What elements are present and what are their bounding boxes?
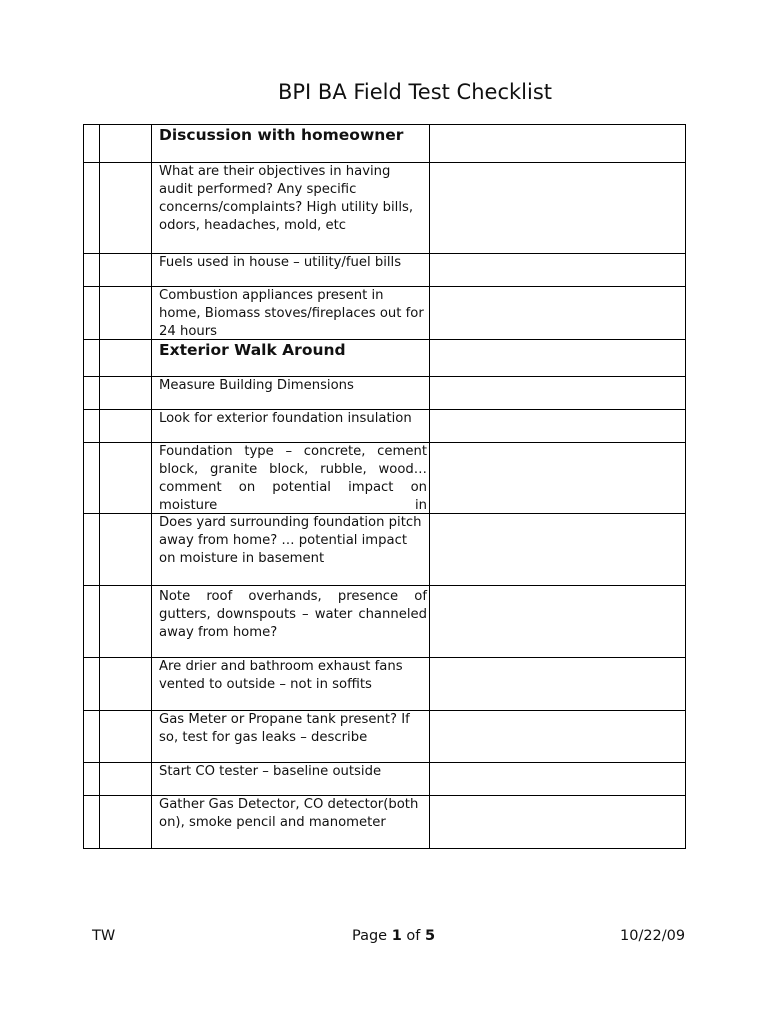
response-cell[interactable] [430,443,686,514]
notes-cell[interactable] [100,254,152,287]
checklist-item-text: Note roof overhands, presence of gutters, downspouts – water channeled away from home? [159,589,427,640]
check-cell[interactable] [84,377,100,410]
response-cell[interactable] [430,410,686,443]
checklist-item-text: Are drier and bathroom exhaust fans vented to outside – not in soffits [159,659,403,692]
notes-cell[interactable] [100,586,152,658]
table-row [84,443,686,514]
response-cell[interactable] [430,711,686,763]
check-cell[interactable] [84,287,100,340]
checklist-item-text: Gather Gas Detector, CO detector(both on), smoke pencil and manometer [159,797,419,830]
check-cell[interactable] [84,163,100,254]
check-cell[interactable] [84,711,100,763]
table-row [84,287,686,340]
page-current: 1 [391,928,402,944]
notes-cell[interactable] [100,763,152,796]
notes-cell[interactable] [100,125,152,163]
footer-author: TW [92,928,116,944]
response-cell[interactable] [430,796,686,849]
table-row [84,658,686,711]
table-row [84,711,686,763]
response-cell[interactable] [430,163,686,254]
table-row [84,377,686,410]
check-cell[interactable] [84,340,100,377]
check-cell[interactable] [84,254,100,287]
notes-cell[interactable] [100,796,152,849]
table-row [84,163,686,254]
response-cell[interactable] [430,377,686,410]
table-row [84,410,686,443]
response-cell[interactable] [430,658,686,711]
notes-cell[interactable] [100,377,152,410]
notes-cell[interactable] [100,711,152,763]
response-cell[interactable] [430,763,686,796]
notes-cell[interactable] [100,410,152,443]
check-cell[interactable] [84,796,100,849]
section-heading: Exterior Walk Around [159,341,346,359]
check-cell[interactable] [84,658,100,711]
response-cell[interactable] [430,586,686,658]
response-cell[interactable] [430,514,686,586]
checklist-item-text: Start CO tester – baseline outside [159,764,382,779]
check-cell[interactable] [84,410,100,443]
checklist-item-text: What are their objectives in having audit performed? Any specific concerns/complaints? High utility bills, odors, headaches, mold, etc [159,164,414,233]
response-cell[interactable] [430,340,686,377]
table-row [84,125,686,163]
table-row [84,763,686,796]
notes-cell[interactable] [100,163,152,254]
check-cell[interactable] [84,763,100,796]
table-row [84,796,686,849]
table-row [84,340,686,377]
checklist-item-text: Foundation type – concrete, cement block, granite block, rubble, wood… comment on potential impact on moisture in [159,444,427,513]
check-cell[interactable] [84,443,100,514]
notes-cell[interactable] [100,514,152,586]
page-of-label: of [406,928,421,944]
checklist-item-text: Gas Meter or Propane tank present? If so, test for gas leaks – describe [159,712,410,745]
check-cell[interactable] [84,125,100,163]
table-row [84,514,686,586]
footer-date: 10/22/09 [620,928,686,944]
checklist-table [83,124,686,849]
response-cell[interactable] [430,254,686,287]
checklist-item-text: Combustion appliances present in home, Biomass stoves/fireplaces out for 24 hours [159,288,424,339]
section-heading: Discussion with homeowner [159,126,404,144]
response-cell[interactable] [430,125,686,163]
page-total: 5 [425,928,436,944]
check-cell[interactable] [84,514,100,586]
response-cell[interactable] [430,287,686,340]
notes-cell[interactable] [100,340,152,377]
checklist-item-text: Fuels used in house – utility/fuel bills [159,255,402,270]
notes-cell[interactable] [100,658,152,711]
table-row [84,586,686,658]
table-row [84,254,686,287]
check-cell[interactable] [84,586,100,658]
page-label: Page [352,928,388,944]
checklist-item-text: Measure Building Dimensions [159,378,354,393]
checklist-item-text: Does yard surrounding foundation pitch away from home? … potential impact on moisture in basement [159,515,422,566]
checklist-item-text: Look for exterior foundation insulation [159,411,412,426]
notes-cell[interactable] [100,443,152,514]
document-title: BPI BA Field Test Checklist [277,80,552,104]
footer-page-number [352,928,435,944]
notes-cell[interactable] [100,287,152,340]
